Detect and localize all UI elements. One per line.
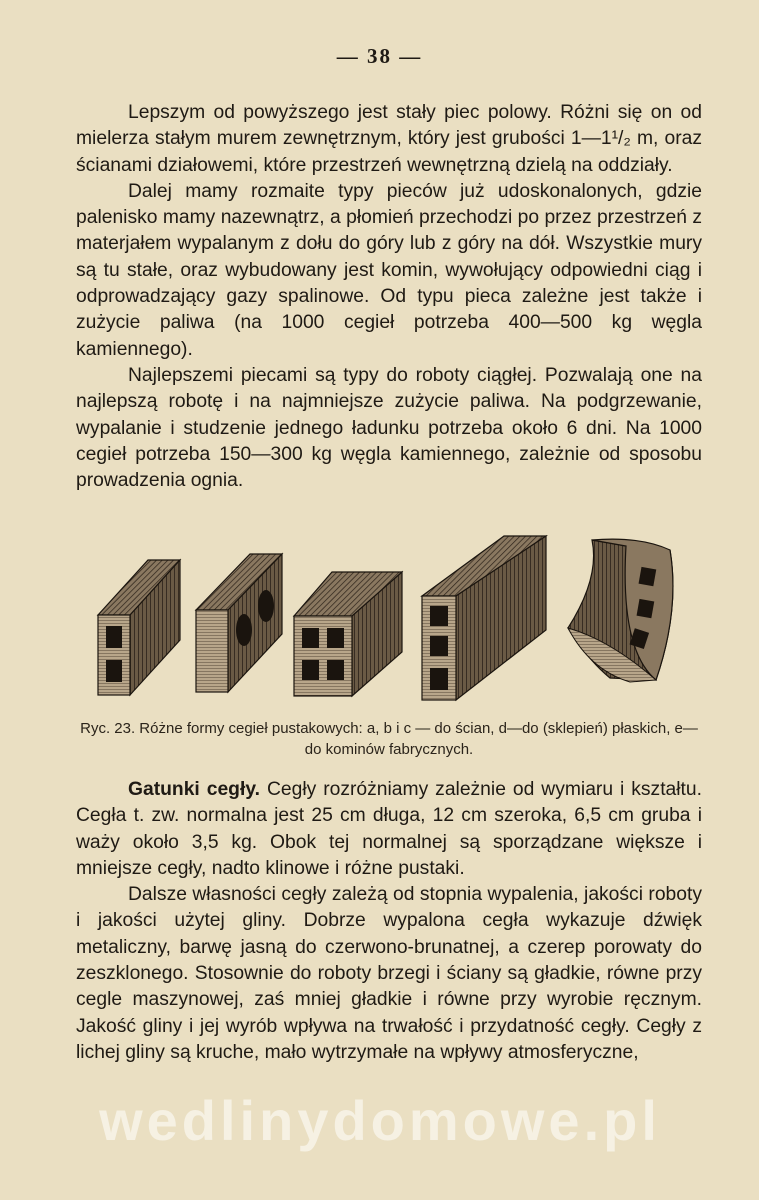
hollow-bricks-figure bbox=[90, 530, 690, 710]
brick-d bbox=[422, 536, 546, 700]
page-number: — 38 — bbox=[336, 44, 423, 68]
top-text-block bbox=[76, 100, 702, 494]
bottom-text-block bbox=[76, 777, 702, 1066]
brick-c bbox=[294, 572, 402, 696]
paragraph-improved-kilns: Dalej mamy rozmaite typy pieców już udoskonalonych, gdzie palenisko mamy nazewnątrz, a płomień przechodzi po przez przestrzeń z materjałem wypalanym z dołu do góry lub z góry na dół. Wszystkie mury są tu stałe, oraz wybudowany jest komin, wywołujący odpowiedni ciąg i odprowadzający gazy spalinowe. Od typu pieca zależne jest także i zużycie paliwa (na 1000 cegieł potrzeba 400—500 kg węgla kamiennego). bbox=[76, 180, 702, 360]
brick-a bbox=[98, 560, 180, 695]
brick-b bbox=[196, 554, 282, 692]
paragraph-brick-properties: Dalsze własności cegły zależą od stopnia wypalenia, jakości roboty i jakości użytej gliny. Dobrze wypalona cegła wykazuje dźwięk metaliczny, barwę jasną do czerwono-brunatnej, a czerep porowaty do zeszklonego. Stosownie do roboty brzegi i ściany są gładkie, równe przy cegle maszynowej, zaś mniej gładkie i równe przy wyrobie ręcznym. Jakość gliny i jej wyrób wpływa na trwałość i przydatność cegły. Cegły z lichej gliny są kruche, mało wytrzymałe na wpływy atmosferyczne, bbox=[76, 884, 702, 1063]
figure-caption: Ryc. 23. Różne formy cegieł pustakowych: a, b i c — do ścian, d—do (sklepień) płaskich, e—do kominów fabrycznych. bbox=[80, 720, 698, 758]
brick-e bbox=[568, 539, 673, 682]
paragraph-continuous-kilns: Najlepszemi piecami są typy do roboty ciągłej. Pozwalają one na najlepszą robotę i na najmniejsze zużycie paliwa. Na podgrzewanie, wypalanie i studzenie jednego ładunku potrzeba około 6 dni. Na 1000 cegieł potrzeba 150—300 kg węgla kamiennego, zależnie od sposobu prowadzenia ognia. bbox=[76, 364, 702, 492]
watermark: wedlinydomowe.pl bbox=[99, 1089, 661, 1152]
paragraph-brick-types: Cegły rozróżniamy zależnie od wymiaru i kształtu. Cegła t. zw. normalna jest 25 cm długa, 12 cm szeroka, 6,5 cm gruba i waży około 3,5 kg. Obok tej normalnej są sporządzane większe i mniejsze cegły, nadto klinowe i różne pustaki. bbox=[76, 779, 702, 879]
section-heading: Gatunki cegły. bbox=[128, 779, 260, 800]
paragraph-stationary-kiln: Lepszym od powyższego jest stały piec polowy. Różni się on od mielerza stałym murem zewnętrznym, który jest grubości 1—1¹/₂ m, oraz ścianami działowemi, które przestrzeń wewnętrzną dzielą na oddziały. bbox=[76, 102, 702, 176]
